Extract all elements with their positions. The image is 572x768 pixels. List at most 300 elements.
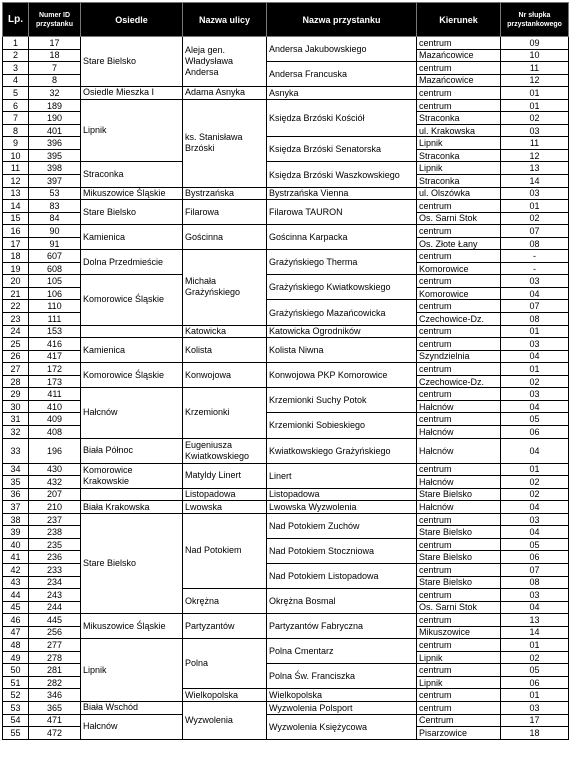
cell-post-number: 03 bbox=[501, 701, 569, 714]
cell-stop-id: 233 bbox=[29, 563, 81, 576]
table-row bbox=[3, 37, 569, 50]
cell-direction: centrum bbox=[417, 538, 501, 551]
table-row bbox=[3, 513, 569, 526]
table-row bbox=[3, 463, 569, 476]
cell-lp: 46 bbox=[3, 614, 29, 627]
cell-direction: Stare Bielsko bbox=[417, 551, 501, 564]
cell-lp: 41 bbox=[3, 551, 29, 564]
cell-post-number: 11 bbox=[501, 137, 569, 150]
cell-post-number: 01 bbox=[501, 99, 569, 112]
cell-stop-id: 409 bbox=[29, 413, 81, 426]
cell-lp: 52 bbox=[3, 689, 29, 702]
cell-direction: Straconka bbox=[417, 175, 501, 188]
cell-direction: Hałcnów bbox=[417, 476, 501, 489]
cell-district: Dolna Przedmieście bbox=[81, 250, 183, 275]
cell-direction: Hałcnów bbox=[417, 438, 501, 463]
cell-stop-id: 53 bbox=[29, 187, 81, 200]
cell-stop-name: Andersa Jakubowskiego bbox=[267, 37, 417, 62]
cell-stop-id: 401 bbox=[29, 124, 81, 137]
cell-post-number: 12 bbox=[501, 149, 569, 162]
cell-street: Kolista bbox=[183, 338, 267, 363]
cell-stop-name: Linert bbox=[267, 463, 417, 488]
cell-stop-name: Nad Potokiem Listopadowa bbox=[267, 563, 417, 588]
header-street: Nazwa ulicy bbox=[183, 3, 267, 37]
cell-direction: Czechowice-Dz. bbox=[417, 375, 501, 388]
cell-post-number: 08 bbox=[501, 237, 569, 250]
cell-stop-name: Grażyńskiego Kwiatkowskiego bbox=[267, 275, 417, 300]
cell-post-number: 06 bbox=[501, 551, 569, 564]
cell-lp: 15 bbox=[3, 212, 29, 225]
cell-post-number: 08 bbox=[501, 313, 569, 326]
cell-lp: 12 bbox=[3, 175, 29, 188]
cell-lp: 47 bbox=[3, 626, 29, 639]
cell-district: Kamienica bbox=[81, 338, 183, 363]
cell-direction: centrum bbox=[417, 200, 501, 213]
cell-district: Stare Bielsko bbox=[81, 200, 183, 225]
cell-stop-id: 105 bbox=[29, 275, 81, 288]
cell-stop-id: 235 bbox=[29, 538, 81, 551]
cell-stop-name: Konwojowa PKP Komorowice bbox=[267, 363, 417, 388]
cell-stop-id: 256 bbox=[29, 626, 81, 639]
cell-post-number: 03 bbox=[501, 589, 569, 602]
cell-lp: 48 bbox=[3, 639, 29, 652]
cell-post-number: 10 bbox=[501, 49, 569, 62]
cell-post-number: 04 bbox=[501, 501, 569, 514]
cell-district: Lipnik bbox=[81, 639, 183, 702]
cell-street: Wyzwolenia bbox=[183, 701, 267, 739]
cell-post-number: 04 bbox=[501, 350, 569, 363]
cell-stop-name: Kolista Niwna bbox=[267, 338, 417, 363]
cell-stop-id: 8 bbox=[29, 74, 81, 87]
cell-direction: centrum bbox=[417, 563, 501, 576]
table-row bbox=[3, 162, 569, 175]
cell-post-number: 07 bbox=[501, 300, 569, 313]
cell-post-number: 14 bbox=[501, 626, 569, 639]
header-stop-name: Nazwa przystanku bbox=[267, 3, 417, 37]
table-row bbox=[3, 488, 569, 501]
cell-lp: 1 bbox=[3, 37, 29, 50]
cell-lp: 39 bbox=[3, 526, 29, 539]
cell-district: Komorowice Śląskie bbox=[81, 363, 183, 388]
cell-lp: 8 bbox=[3, 124, 29, 137]
cell-stop-name: Wyzwolenia Polsport bbox=[267, 701, 417, 714]
bus-stops-table bbox=[2, 2, 569, 740]
bus-stops-table-container bbox=[2, 2, 568, 740]
cell-lp: 14 bbox=[3, 200, 29, 213]
cell-district: Biała Krakowska bbox=[81, 501, 183, 514]
cell-stop-name: Wyzwolenia Księżycowa bbox=[267, 714, 417, 739]
cell-stop-id: 397 bbox=[29, 175, 81, 188]
cell-post-number: 12 bbox=[501, 74, 569, 87]
cell-post-number: 13 bbox=[501, 162, 569, 175]
cell-stop-id: 281 bbox=[29, 664, 81, 677]
cell-post-number: 01 bbox=[501, 87, 569, 100]
cell-street: Wielkopolska bbox=[183, 689, 267, 702]
table-row bbox=[3, 325, 569, 338]
cell-lp: 7 bbox=[3, 112, 29, 125]
cell-street: Lwowska bbox=[183, 501, 267, 514]
cell-stop-id: 91 bbox=[29, 237, 81, 250]
cell-lp: 17 bbox=[3, 237, 29, 250]
cell-stop-id: 398 bbox=[29, 162, 81, 175]
cell-stop-name: Katowicka Ogrodników bbox=[267, 325, 417, 338]
cell-street: Michała Grażyńskiego bbox=[183, 250, 267, 325]
cell-direction: Hałcnów bbox=[417, 501, 501, 514]
cell-lp: 31 bbox=[3, 413, 29, 426]
cell-stop-name: Kwiatkowskiego Grażyńskiego bbox=[267, 438, 417, 463]
cell-post-number: 01 bbox=[501, 363, 569, 376]
cell-street: Nad Potokiem bbox=[183, 513, 267, 588]
cell-street: Gościnna bbox=[183, 225, 267, 250]
cell-street: Krzemionki bbox=[183, 388, 267, 438]
cell-lp: 4 bbox=[3, 74, 29, 87]
cell-stop-id: 7 bbox=[29, 62, 81, 75]
cell-direction: Centrum bbox=[417, 714, 501, 727]
cell-stop-id: 430 bbox=[29, 463, 81, 476]
cell-stop-name: Polna Cmentarz bbox=[267, 639, 417, 664]
cell-stop-name: Księdza Brzóski Senatorska bbox=[267, 137, 417, 162]
header-direction: Kierunek bbox=[417, 3, 501, 37]
cell-direction: centrum bbox=[417, 701, 501, 714]
cell-stop-id: 282 bbox=[29, 676, 81, 689]
cell-stop-name: Grażyńskiego Therma bbox=[267, 250, 417, 275]
cell-stop-id: 471 bbox=[29, 714, 81, 727]
cell-stop-id: 190 bbox=[29, 112, 81, 125]
cell-district: Mikuszowice Śląskie bbox=[81, 614, 183, 639]
cell-direction: Hałcnów bbox=[417, 425, 501, 438]
cell-direction: centrum bbox=[417, 325, 501, 338]
cell-direction: centrum bbox=[417, 639, 501, 652]
cell-lp: 49 bbox=[3, 651, 29, 664]
cell-lp: 26 bbox=[3, 350, 29, 363]
cell-post-number: 04 bbox=[501, 287, 569, 300]
cell-direction: centrum bbox=[417, 388, 501, 401]
cell-stop-name: Asnyka bbox=[267, 87, 417, 100]
cell-lp: 36 bbox=[3, 488, 29, 501]
header-stop-id: Numer ID przystanku bbox=[29, 3, 81, 37]
cell-stop-id: 237 bbox=[29, 513, 81, 526]
cell-district: Hałcnów bbox=[81, 714, 183, 739]
table-row bbox=[3, 99, 569, 112]
cell-post-number: 06 bbox=[501, 676, 569, 689]
cell-stop-id: 210 bbox=[29, 501, 81, 514]
cell-direction: centrum bbox=[417, 225, 501, 238]
cell-direction: centrum bbox=[417, 250, 501, 263]
cell-post-number: 05 bbox=[501, 413, 569, 426]
table-body bbox=[3, 37, 569, 740]
cell-direction: Straconka bbox=[417, 149, 501, 162]
table-row bbox=[3, 363, 569, 376]
cell-direction: ul. Olszówka bbox=[417, 187, 501, 200]
cell-lp: 10 bbox=[3, 149, 29, 162]
cell-lp: 5 bbox=[3, 87, 29, 100]
table-row bbox=[3, 714, 569, 727]
cell-lp: 22 bbox=[3, 300, 29, 313]
cell-post-number: 01 bbox=[501, 639, 569, 652]
cell-direction: centrum bbox=[417, 589, 501, 602]
cell-stop-id: 18 bbox=[29, 49, 81, 62]
cell-direction: centrum bbox=[417, 689, 501, 702]
cell-direction: Os. Sarni Stok bbox=[417, 601, 501, 614]
cell-post-number: 02 bbox=[501, 112, 569, 125]
table-row bbox=[3, 250, 569, 263]
cell-stop-name: Gościnna Karpacka bbox=[267, 225, 417, 250]
cell-street: Aleja gen. Władysława Andersa bbox=[183, 37, 267, 87]
cell-street: Okrężna bbox=[183, 589, 267, 614]
cell-lp: 43 bbox=[3, 576, 29, 589]
cell-direction: Stare Bielsko bbox=[417, 488, 501, 501]
cell-stop-name: Listopadowa bbox=[267, 488, 417, 501]
cell-post-number: 04 bbox=[501, 601, 569, 614]
cell-street: Adama Asnyka bbox=[183, 87, 267, 100]
cell-post-number: 03 bbox=[501, 513, 569, 526]
cell-district: Hałcnów bbox=[81, 388, 183, 438]
cell-street: Konwojowa bbox=[183, 363, 267, 388]
cell-stop-name: Nad Potokiem Stoczniowa bbox=[267, 538, 417, 563]
table-row bbox=[3, 338, 569, 351]
cell-post-number: 03 bbox=[501, 275, 569, 288]
cell-stop-name: Filarowa TAURON bbox=[267, 200, 417, 225]
cell-direction: centrum bbox=[417, 513, 501, 526]
cell-stop-id: 111 bbox=[29, 313, 81, 326]
table-row bbox=[3, 187, 569, 200]
cell-lp: 18 bbox=[3, 250, 29, 263]
cell-street: Bystrzańska bbox=[183, 187, 267, 200]
cell-stop-name: Bystrzańska Vienna bbox=[267, 187, 417, 200]
cell-post-number: 05 bbox=[501, 538, 569, 551]
cell-stop-name: Grażyńskiego Mazańcowicka bbox=[267, 300, 417, 325]
cell-district: Biała Północ bbox=[81, 438, 183, 463]
table-row bbox=[3, 87, 569, 100]
cell-stop-id: 346 bbox=[29, 689, 81, 702]
cell-stop-id: 411 bbox=[29, 388, 81, 401]
cell-post-number: 09 bbox=[501, 37, 569, 50]
cell-lp: 55 bbox=[3, 727, 29, 740]
cell-post-number: 14 bbox=[501, 175, 569, 188]
cell-stop-name: Lwowska Wyzwolenia bbox=[267, 501, 417, 514]
cell-direction: Lipnik bbox=[417, 651, 501, 664]
cell-stop-name: Krzemionki Suchy Potok bbox=[267, 388, 417, 413]
cell-direction: Mikuszowice bbox=[417, 626, 501, 639]
cell-post-number: 02 bbox=[501, 476, 569, 489]
table-row bbox=[3, 639, 569, 652]
cell-post-number: 13 bbox=[501, 614, 569, 627]
cell-direction: centrum bbox=[417, 338, 501, 351]
cell-stop-id: 416 bbox=[29, 338, 81, 351]
cell-direction: centrum bbox=[417, 62, 501, 75]
cell-stop-name: Księdza Brzóski Kościół bbox=[267, 99, 417, 137]
cell-post-number: 02 bbox=[501, 375, 569, 388]
cell-district: Komorowice Krakowskie bbox=[81, 463, 183, 488]
cell-district: Biała Wschód bbox=[81, 701, 183, 714]
cell-post-number: 02 bbox=[501, 651, 569, 664]
table-row bbox=[3, 701, 569, 714]
header-post-number: Nr słupka przystankowego bbox=[501, 3, 569, 37]
cell-district bbox=[81, 325, 183, 338]
cell-district: Komorowice Śląskie bbox=[81, 275, 183, 325]
cell-post-number: 05 bbox=[501, 664, 569, 677]
cell-direction: centrum bbox=[417, 275, 501, 288]
cell-direction: Szyndzielnia bbox=[417, 350, 501, 363]
cell-lp: 42 bbox=[3, 563, 29, 576]
cell-stop-id: 110 bbox=[29, 300, 81, 313]
cell-street: ks. Stanisława Brzóski bbox=[183, 99, 267, 187]
cell-lp: 53 bbox=[3, 701, 29, 714]
cell-post-number: 08 bbox=[501, 576, 569, 589]
cell-direction: centrum bbox=[417, 37, 501, 50]
cell-stop-id: 17 bbox=[29, 37, 81, 50]
cell-stop-id: 196 bbox=[29, 438, 81, 463]
cell-street: Filarowa bbox=[183, 200, 267, 225]
cell-stop-id: 417 bbox=[29, 350, 81, 363]
cell-direction: centrum bbox=[417, 300, 501, 313]
cell-street: Partyzantów bbox=[183, 614, 267, 639]
cell-lp: 25 bbox=[3, 338, 29, 351]
cell-stop-name: Okrężna Bosmal bbox=[267, 589, 417, 614]
table-row bbox=[3, 438, 569, 463]
cell-lp: 20 bbox=[3, 275, 29, 288]
cell-post-number: 04 bbox=[501, 438, 569, 463]
cell-stop-id: 153 bbox=[29, 325, 81, 338]
cell-stop-id: 607 bbox=[29, 250, 81, 263]
cell-lp: 45 bbox=[3, 601, 29, 614]
cell-district: Stare Bielsko bbox=[81, 513, 183, 613]
cell-lp: 6 bbox=[3, 99, 29, 112]
cell-post-number: 01 bbox=[501, 200, 569, 213]
cell-stop-id: 189 bbox=[29, 99, 81, 112]
header-lp: Lp. bbox=[3, 3, 29, 37]
table-row bbox=[3, 200, 569, 213]
cell-direction: Lipnik bbox=[417, 137, 501, 150]
cell-stop-name: Księdza Brzóski Waszkowskiego bbox=[267, 162, 417, 187]
cell-direction: centrum bbox=[417, 99, 501, 112]
cell-direction: Hałcnów bbox=[417, 400, 501, 413]
cell-lp: 54 bbox=[3, 714, 29, 727]
cell-stop-name: Polna Św. Franciszka bbox=[267, 664, 417, 689]
cell-direction: centrum bbox=[417, 664, 501, 677]
cell-lp: 29 bbox=[3, 388, 29, 401]
cell-district: Stare Bielsko bbox=[81, 37, 183, 87]
cell-direction: centrum bbox=[417, 87, 501, 100]
cell-direction: centrum bbox=[417, 614, 501, 627]
cell-lp: 11 bbox=[3, 162, 29, 175]
cell-post-number: 03 bbox=[501, 187, 569, 200]
cell-lp: 50 bbox=[3, 664, 29, 677]
cell-lp: 3 bbox=[3, 62, 29, 75]
table-row bbox=[3, 388, 569, 401]
cell-post-number: 04 bbox=[501, 526, 569, 539]
cell-district: Straconka bbox=[81, 162, 183, 187]
cell-post-number: 18 bbox=[501, 727, 569, 740]
cell-direction: Mazańcowice bbox=[417, 74, 501, 87]
cell-stop-id: 207 bbox=[29, 488, 81, 501]
cell-post-number: 03 bbox=[501, 338, 569, 351]
cell-direction: ul. Krakowska bbox=[417, 124, 501, 137]
cell-stop-id: 173 bbox=[29, 375, 81, 388]
cell-district: Lipnik bbox=[81, 99, 183, 162]
cell-stop-id: 278 bbox=[29, 651, 81, 664]
cell-lp: 21 bbox=[3, 287, 29, 300]
cell-lp: 19 bbox=[3, 262, 29, 275]
cell-direction: Stare Bielsko bbox=[417, 576, 501, 589]
cell-stop-name: Partyzantów Fabryczna bbox=[267, 614, 417, 639]
cell-street: Polna bbox=[183, 639, 267, 689]
cell-stop-id: 172 bbox=[29, 363, 81, 376]
cell-direction: Straconka bbox=[417, 112, 501, 125]
cell-stop-id: 277 bbox=[29, 639, 81, 652]
cell-stop-name: Krzemionki Sobieskiego bbox=[267, 413, 417, 438]
cell-post-number: 03 bbox=[501, 124, 569, 137]
cell-direction: centrum bbox=[417, 413, 501, 426]
cell-street: Matyldy Linert bbox=[183, 463, 267, 488]
cell-stop-id: 238 bbox=[29, 526, 81, 539]
cell-stop-id: 432 bbox=[29, 476, 81, 489]
cell-post-number: 01 bbox=[501, 689, 569, 702]
cell-lp: 33 bbox=[3, 438, 29, 463]
cell-post-number: 07 bbox=[501, 563, 569, 576]
cell-post-number: 04 bbox=[501, 400, 569, 413]
cell-lp: 51 bbox=[3, 676, 29, 689]
table-row bbox=[3, 501, 569, 514]
cell-stop-id: 83 bbox=[29, 200, 81, 213]
cell-stop-id: 410 bbox=[29, 400, 81, 413]
cell-district bbox=[81, 488, 183, 501]
cell-stop-id: 408 bbox=[29, 425, 81, 438]
cell-direction: Lipnik bbox=[417, 162, 501, 175]
cell-street: Katowicka bbox=[183, 325, 267, 338]
cell-district: Mikuszowice Śląskie bbox=[81, 187, 183, 200]
cell-direction: Komorowice bbox=[417, 262, 501, 275]
cell-stop-id: 608 bbox=[29, 262, 81, 275]
cell-stop-id: 365 bbox=[29, 701, 81, 714]
cell-direction: centrum bbox=[417, 363, 501, 376]
cell-direction: Os. Złote Łany bbox=[417, 237, 501, 250]
cell-stop-id: 84 bbox=[29, 212, 81, 225]
cell-lp: 28 bbox=[3, 375, 29, 388]
cell-post-number: - bbox=[501, 262, 569, 275]
cell-stop-id: 106 bbox=[29, 287, 81, 300]
cell-post-number: 11 bbox=[501, 62, 569, 75]
cell-post-number: 07 bbox=[501, 225, 569, 238]
cell-lp: 32 bbox=[3, 425, 29, 438]
cell-lp: 2 bbox=[3, 49, 29, 62]
cell-lp: 23 bbox=[3, 313, 29, 326]
cell-street: Eugeniusza Kwiatkowskiego bbox=[183, 438, 267, 463]
cell-lp: 9 bbox=[3, 137, 29, 150]
cell-stop-id: 32 bbox=[29, 87, 81, 100]
cell-district: Kamienica bbox=[81, 225, 183, 250]
cell-post-number: 02 bbox=[501, 212, 569, 225]
cell-district: Osiedle Mieszka I bbox=[81, 87, 183, 100]
cell-direction: Mazańcowice bbox=[417, 49, 501, 62]
header-row bbox=[3, 3, 569, 37]
cell-lp: 16 bbox=[3, 225, 29, 238]
cell-direction: Czechowice-Dz. bbox=[417, 313, 501, 326]
cell-lp: 44 bbox=[3, 589, 29, 602]
cell-stop-id: 243 bbox=[29, 589, 81, 602]
cell-street: Listopadowa bbox=[183, 488, 267, 501]
cell-stop-name: Andersa Francuska bbox=[267, 62, 417, 87]
cell-post-number: 01 bbox=[501, 325, 569, 338]
table-row bbox=[3, 614, 569, 627]
cell-stop-id: 395 bbox=[29, 149, 81, 162]
cell-stop-name: Wielkopolska bbox=[267, 689, 417, 702]
table-row bbox=[3, 225, 569, 238]
cell-lp: 24 bbox=[3, 325, 29, 338]
header-district: Osiedle bbox=[81, 3, 183, 37]
cell-direction: Stare Bielsko bbox=[417, 526, 501, 539]
cell-lp: 27 bbox=[3, 363, 29, 376]
